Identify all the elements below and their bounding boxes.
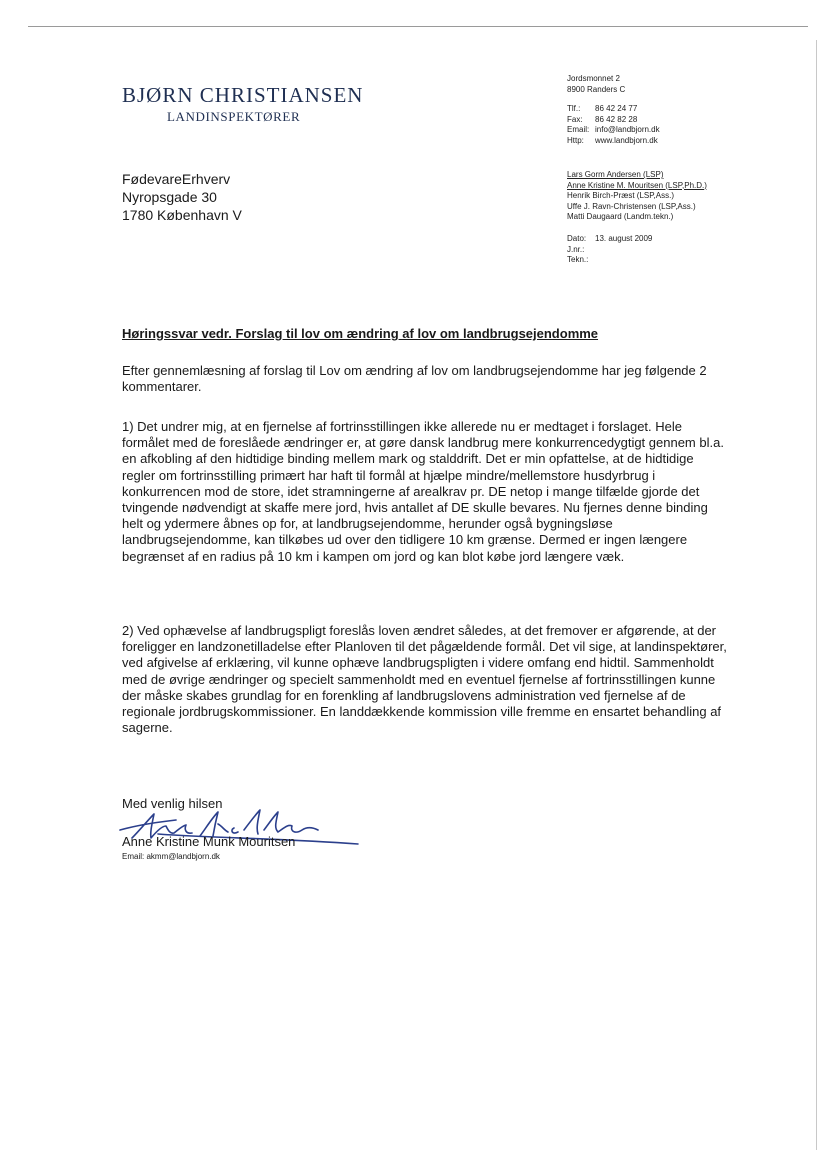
recipient-street: Nyropsgade 30 xyxy=(122,189,217,205)
body-paragraph xyxy=(122,623,727,736)
date-value: 13. august 2009 xyxy=(595,234,653,243)
contact-phone-row xyxy=(567,104,807,115)
contact-email-row xyxy=(567,125,807,136)
closing-greeting: Med venlig hilsen xyxy=(122,796,223,811)
tekn-row xyxy=(567,255,807,266)
web-value: www.landbjorn.dk xyxy=(595,135,658,145)
staff-member: Anne Kristine M. Mouritsen (LSP,Ph.D.) xyxy=(567,180,707,190)
reference-block xyxy=(567,234,807,266)
top-rule xyxy=(28,26,808,27)
letterhead-name: BJØRN CHRISTIANSEN xyxy=(122,83,364,107)
staff-member: Uffe J. Ravn-Christensen (LSP,Ass.) xyxy=(567,201,696,211)
phone-label: Tlf.: xyxy=(567,104,581,113)
letter-subject: Høringssvar vedr. Forslag til lov om ændring af lov om landbrugsejendomme xyxy=(122,326,599,341)
letterhead-subtitle: LANDINSPEKTØRER xyxy=(167,109,301,124)
recipient-name: FødevareErhverv xyxy=(122,171,231,187)
tekn-label: Tekn.: xyxy=(567,255,589,264)
web-label: Http: xyxy=(567,135,584,145)
paragraph-text: 1) Det undrer mig, at en fjernelse af fortrinsstillingen ikke allerede nu er medtaget i forslaget. Hele formålet med de foreslåede ændringer er, at gøre dansk landbrug mere konkurrencedygtigt gennem bl.a. en afkobling af den hidtidige binding mellem mark og stalddrift. Det er min opfattelse, at de hidtidige regler om fortrinsstilling primært har haft til formål at hjælpe mindre/mellemstore husdyrbrug i konkurrencen mod de store, idet stramningerne af arealkrav pr. DE netop i mange tilfælde gjorde det tvingende nødvendigt at skaffe mere jord, hvis antallet af DE skulle bevares. Nu fjernes denne binding helt og ydermere åbnes op for, at landbrugsejendomme, herunder også bygningsløse landbrugsejendomme, kan tilkøbes ud over den tidligere 10 km grænse. Dermed er ingen længere begrænset af en radius på 10 km i kampen om jord og kan blot købe jord længere væk. xyxy=(122,419,724,564)
staff-member: Henrik Birch-Præst (LSP,Ass.) xyxy=(567,191,674,200)
email-value: info@landbjorn.dk xyxy=(595,125,660,134)
staff-member: Lars Gorm Andersen (LSP) xyxy=(567,170,664,179)
jnr-row xyxy=(567,245,807,256)
date-row xyxy=(567,234,807,245)
contact-city: 8900 Randers C xyxy=(567,84,626,94)
fax-label: Fax: xyxy=(567,114,583,124)
staff-list xyxy=(567,170,807,223)
contact-web-row xyxy=(567,136,807,147)
date-label: Dato: xyxy=(567,234,587,243)
body-paragraph xyxy=(122,363,727,395)
recipient-city: 1780 København V xyxy=(122,207,242,223)
signer-email: Email: akmm@landbjorn.dk xyxy=(122,852,220,861)
contact-fax-row xyxy=(567,115,807,126)
jnr-label: J.nr.: xyxy=(567,244,585,254)
page-edge-line xyxy=(816,40,817,1150)
phone-value: 86 42 24 77 xyxy=(595,104,638,113)
body-paragraph xyxy=(122,419,727,565)
paragraph-text: Efter gennemlæsning af forslag til Lov om ændring af lov om landbrugsejendomme har jeg følgende 2 kommentarer. xyxy=(122,363,707,395)
contact-street: Jordsmonnet 2 xyxy=(567,74,620,83)
email-label: Email: xyxy=(567,125,590,134)
signer-name: Anne Kristine Munk Mouritsen xyxy=(122,834,296,849)
contact-block xyxy=(567,74,807,146)
paragraph-text: 2) Ved ophævelse af landbrugspligt foreslås loven ændret således, at det fremover er afgørende, at der foreligger en landzonetilladelse efter Planloven til det pågældende formål. Det vil sige, at landinspektører, ved afgivelse af erklæring, vil kunne ophæve landbrugspligten i videre omfang end hidtil. Sammenholdt med de øvrige ændringer og specielt sammenholdt med en eventuel fjernelse af fortrinsstillingen kunne der måske skabes grundlag for en forenkling af landbrugslovens administration ved fjernelse af de regionale jordbrugskommissioner. En landdækkende kommission ville fremme en ensartet behandling af sagerne. xyxy=(122,623,727,736)
recipient-address xyxy=(122,170,242,224)
fax-value: 86 42 82 28 xyxy=(595,114,638,124)
staff-member: Matti Daugaard (Landm.tekn.) xyxy=(567,212,674,221)
